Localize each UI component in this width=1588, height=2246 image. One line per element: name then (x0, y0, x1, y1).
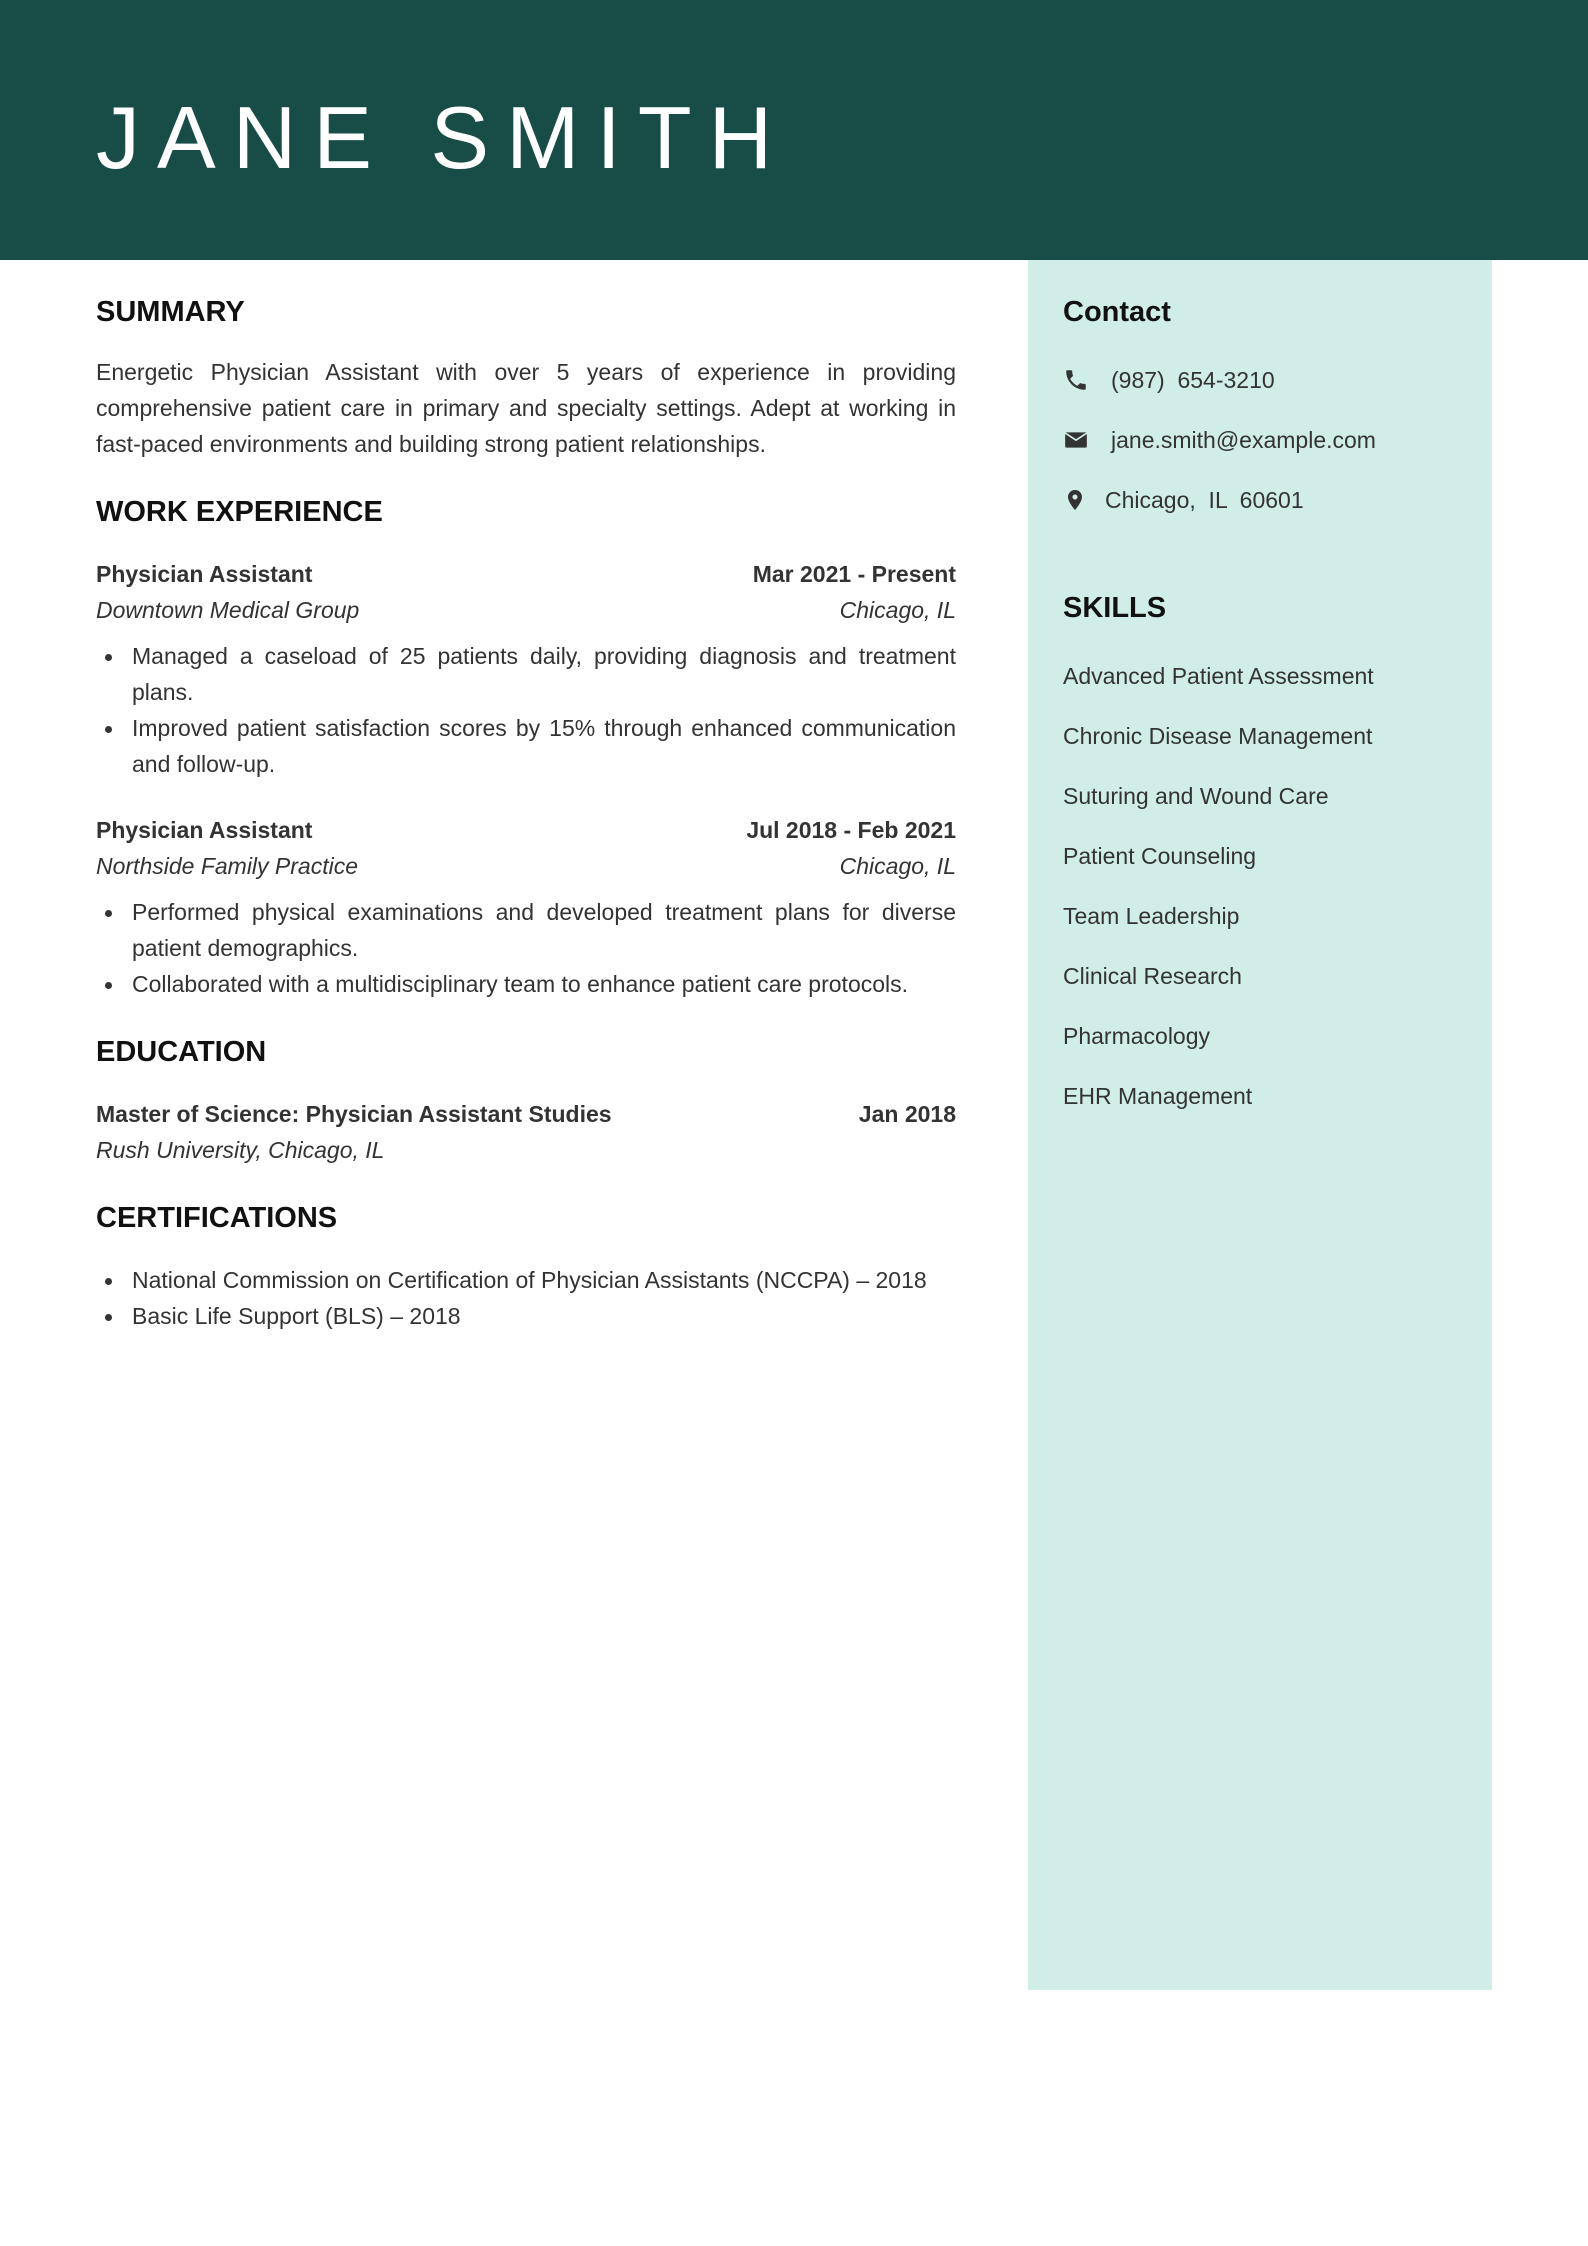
job-entry (96, 812, 956, 1002)
skill-item: Team Leadership (1063, 903, 1240, 929)
main-column (96, 292, 956, 1334)
job-title: Physician Assistant (96, 561, 313, 587)
skill-item: Pharmacology (1063, 1023, 1211, 1049)
skill-item: Clinical Research (1063, 963, 1242, 989)
skill-item: Advanced Patient Assessment (1063, 663, 1374, 689)
map-marker-icon (1063, 487, 1087, 513)
certifications-list (96, 1262, 956, 1334)
job-entry (96, 556, 956, 782)
certifications-section (96, 1198, 956, 1334)
contact-email (1063, 410, 1483, 470)
contact-location (1063, 470, 1483, 530)
contact-section (1063, 292, 1483, 530)
phone-number: (987) 654-3210 (1111, 367, 1275, 393)
job-dates: Jul 2018 - Feb 2021 (746, 817, 956, 843)
skills-section (1063, 588, 1483, 1126)
certification-item: Basic Life Support (BLS) – 2018 (96, 1298, 956, 1334)
degree-title: Master of Science: Physician Assistant Studies (96, 1101, 612, 1127)
contact-phone (1063, 350, 1483, 410)
job-dates: Mar 2021 - Present (752, 561, 956, 587)
summary-section (96, 292, 956, 462)
degree-date: Jan 2018 (858, 1101, 956, 1127)
education-section (96, 1032, 956, 1168)
skills-heading: SKILLS (1063, 592, 1167, 624)
job-bullet: Managed a caseload of 25 patients daily, providing diagnosis and treatment plans. (96, 638, 956, 710)
job-location: Chicago, IL (839, 853, 956, 879)
envelope-icon (1063, 427, 1089, 453)
contact-heading: Contact (1063, 296, 1171, 328)
job-bullet: Collaborated with a multidisciplinary team to enhance patient care protocols. (96, 966, 956, 1002)
sidebar-content (1063, 292, 1483, 1126)
education-entry (96, 1096, 956, 1168)
email-address: jane.smith@example.com (1111, 427, 1376, 453)
work-experience-heading: WORK EXPERIENCE (96, 496, 383, 528)
skill-item: Chronic Disease Management (1063, 723, 1373, 749)
work-experience-section (96, 492, 956, 1002)
skill-item: EHR Management (1063, 1083, 1253, 1109)
summary-text: Energetic Physician Assistant with over 5 years of experience in providing comprehensive patient care in primary and specialty settings. Adept at working in fast-paced environments and building strong patient relationships. (96, 359, 956, 457)
phone-icon (1063, 367, 1089, 393)
education-heading: EDUCATION (96, 1036, 267, 1068)
certifications-heading: CERTIFICATIONS (96, 1202, 338, 1234)
job-title: Physician Assistant (96, 817, 313, 843)
job-location: Chicago, IL (839, 597, 956, 623)
location-text: Chicago, IL 60601 (1105, 487, 1304, 513)
job-bullets (96, 638, 956, 782)
candidate-name: JANE SMITH (96, 88, 790, 187)
job-bullet: Improved patient satisfaction scores by 15% through enhanced communication and follow-up. (96, 710, 956, 782)
job-bullet: Performed physical examinations and developed treatment plans for diverse patient demographics. (96, 894, 956, 966)
school-name: Rush University, Chicago, IL (96, 1137, 385, 1163)
header-banner (0, 0, 1588, 260)
job-company: Downtown Medical Group (96, 597, 360, 623)
skill-item: Suturing and Wound Care (1063, 783, 1329, 809)
certification-item: National Commission on Certification of Physician Assistants (NCCPA) – 2018 (96, 1262, 956, 1298)
summary-heading: SUMMARY (96, 296, 245, 328)
job-bullets (96, 894, 956, 1002)
job-company: Northside Family Practice (96, 853, 359, 879)
skill-item: Patient Counseling (1063, 843, 1257, 869)
